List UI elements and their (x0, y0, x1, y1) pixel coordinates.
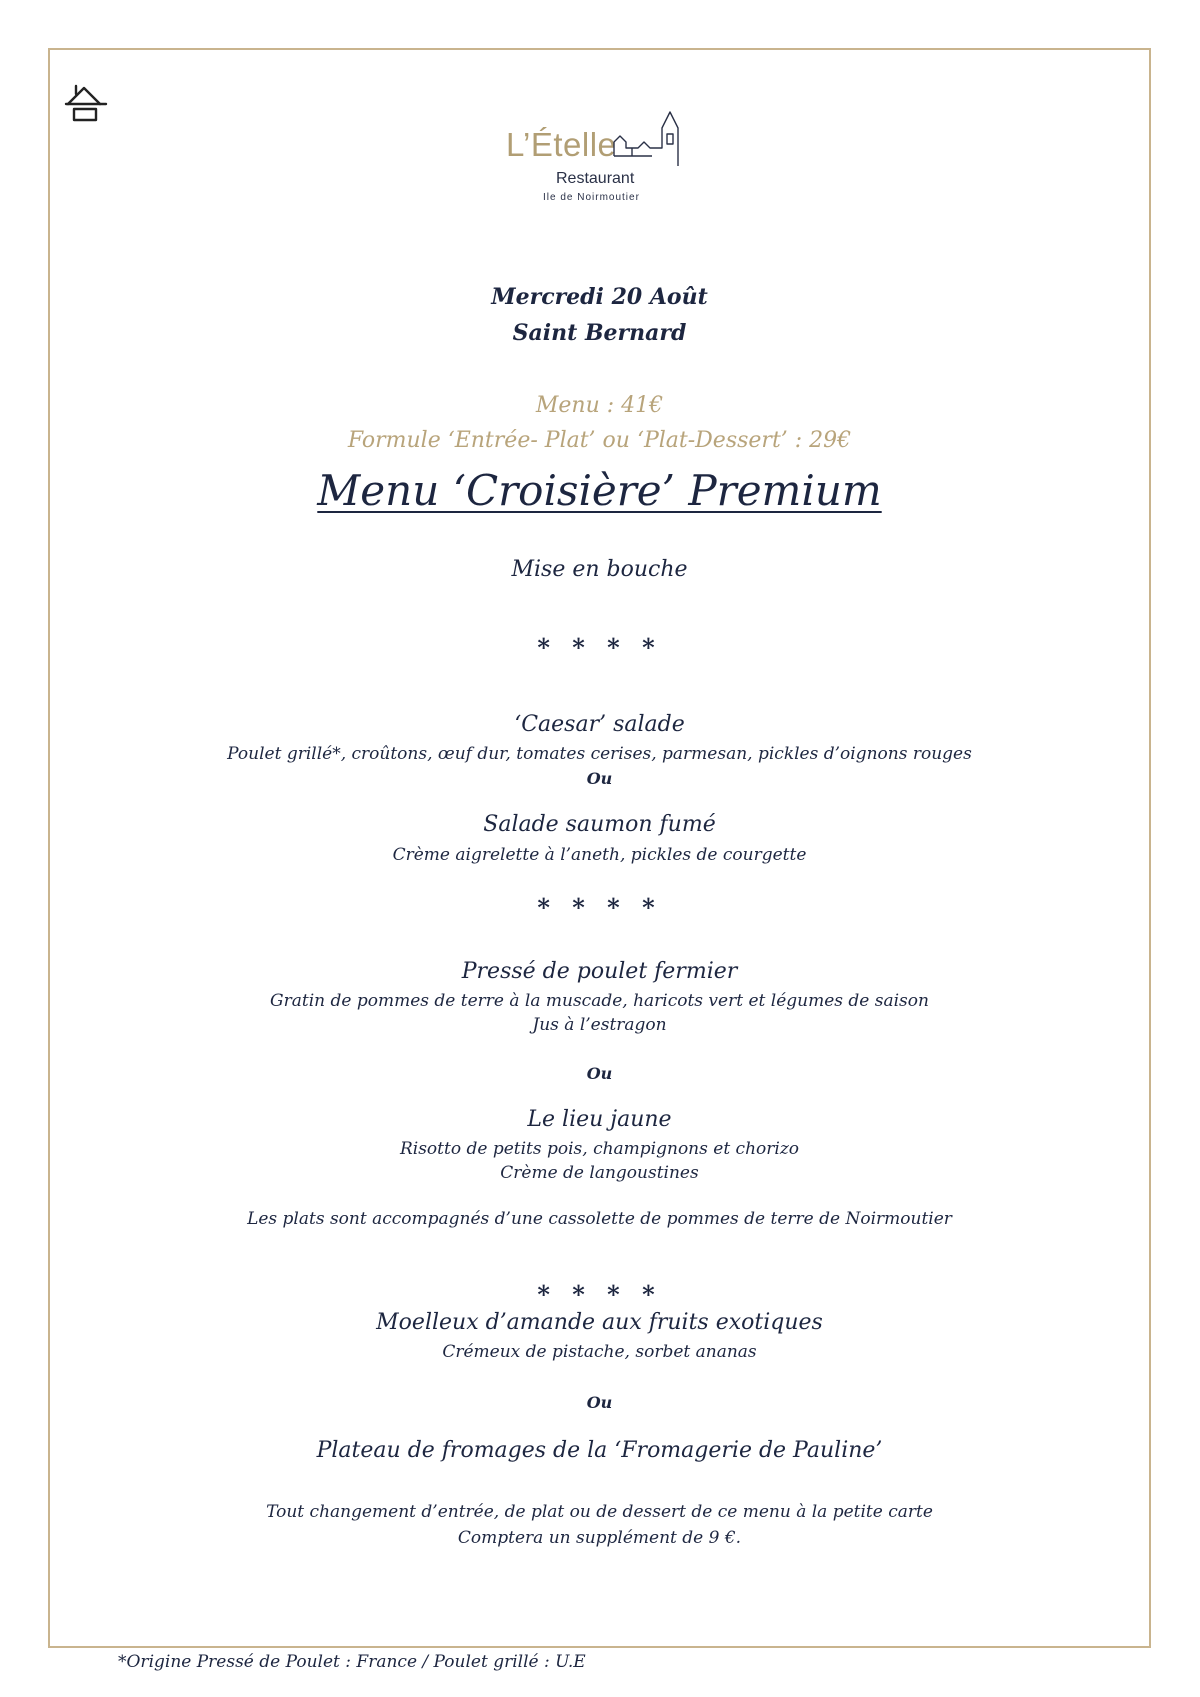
main-1-sauce: Jus à l’estragon (532, 1015, 667, 1035)
main-1-desc: Gratin de pommes de terre à la muscade, haricots vert et légumes de saison (270, 991, 929, 1011)
main-1-name: Pressé de poulet fermier (461, 959, 738, 984)
menu-price: Menu : 41€ (535, 393, 664, 418)
home-icon (64, 82, 108, 122)
saint-of-day: Saint Bernard (512, 320, 687, 346)
church-drawing-icon (612, 108, 700, 166)
starter-1-desc: Poulet grillé*, croûtons, œuf dur, tomates cerises, parmesan, pickles d’oignons rouges (227, 744, 972, 764)
supplement-price: Comptera un supplément de 9 €. (457, 1528, 742, 1548)
amuse-bouche: Mise en bouche (511, 557, 688, 582)
separator-stars: * * * * (537, 1280, 662, 1309)
main-2-name: Le lieu jaune (527, 1107, 672, 1132)
dessert-2-name: Plateau de fromages de la ‘Fromagerie de Pauline’ (316, 1438, 883, 1463)
menu-title: Menu ‘Croisière’ Premium (317, 466, 882, 515)
main-2-desc: Risotto de petits pois, champignons et chorizo (399, 1139, 800, 1159)
supplement-note: Tout changement d’entrée, de plat ou de dessert de ce menu à la petite carte (266, 1502, 933, 1522)
dessert-1-name: Moelleux d’amande aux fruits exotiques (376, 1310, 823, 1335)
starter-2-desc: Crème aigrelette à l’aneth, pickles de courgette (392, 845, 807, 865)
side-note: Les plats sont accompagnés d’une cassolette de pommes de terre de Noirmoutier (247, 1209, 952, 1229)
dessert-1-desc: Crémeux de pistache, sorbet ananas (442, 1342, 757, 1362)
restaurant-logo (500, 108, 700, 208)
main-2-sauce: Crème de langoustines (500, 1163, 699, 1183)
origin-footnote: *Origine Pressé de Poulet : France / Poulet grillé : U.E (118, 1652, 586, 1672)
starter-1-name: ‘Caesar’ salade (514, 712, 685, 737)
logo-location: Ile de Noirmoutier (543, 192, 640, 203)
formule-price: Formule ‘Entrée- Plat’ ou ‘Plat-Dessert’ : 29€ (347, 428, 852, 453)
or-label: Ou (586, 1393, 613, 1412)
separator-stars: * * * * (537, 893, 662, 922)
menu-date: Mercredi 20 Août (491, 284, 708, 310)
separator-stars: * * * * (537, 633, 662, 662)
or-label: Ou (586, 769, 613, 788)
starter-2-name: Salade saumon fumé (483, 812, 716, 837)
logo-name: L’Ételle (506, 126, 617, 163)
or-label: Ou (586, 1064, 613, 1083)
logo-subtitle: Restaurant (556, 170, 635, 187)
